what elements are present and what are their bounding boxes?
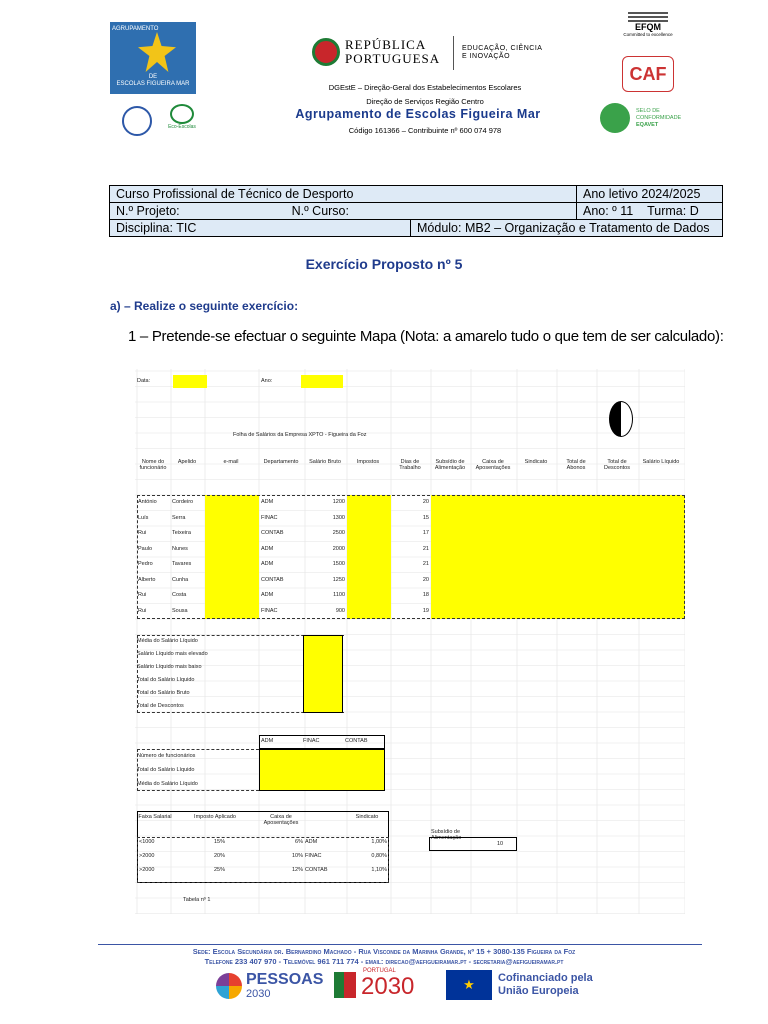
department-cell: ADM xyxy=(261,499,274,505)
footer-sep: - xyxy=(466,957,474,966)
dept-header-border xyxy=(259,735,385,749)
exercise-title: Exercício Proposto nº 5 xyxy=(305,256,463,272)
tax-header: Sindicato xyxy=(355,814,379,820)
department-cell: ADM xyxy=(261,561,274,567)
dept-row-label: Número de funcionários xyxy=(137,753,196,759)
course-info-table xyxy=(109,185,723,237)
subsidio-box xyxy=(429,837,517,851)
gross-salary-cell: 1250 xyxy=(332,576,345,583)
column-header: Impostos xyxy=(356,459,380,465)
column-header: e-mail xyxy=(223,459,239,465)
gross-salary-cell: 1500 xyxy=(332,561,345,567)
employee-last-name: Cordeiro xyxy=(172,499,194,505)
eqavet-line2: CONFORMIDADE xyxy=(636,115,682,121)
star-icon xyxy=(138,32,176,72)
stat-label: Salário Líquido mais elevado xyxy=(137,651,208,657)
gross-salary-cell: 2500 xyxy=(332,530,345,536)
logo-text-mid: DE xyxy=(148,74,158,80)
efqm-bars-icon xyxy=(628,12,668,22)
educacao-line2: E INOVAÇÃO xyxy=(462,53,511,60)
union-dept: ADM xyxy=(305,839,318,845)
column-header: Sindicato xyxy=(524,459,548,465)
cofin-line2: União Europeia xyxy=(498,985,579,997)
stat-label: Total do Salário Líquido xyxy=(137,677,195,683)
caixa-rate: 10% xyxy=(291,853,303,859)
gross-salary-cell: 2000 xyxy=(332,545,345,552)
dgeste-line: DGEstE – Direção-Geral dos Estabelecimentos Escolares xyxy=(328,83,522,92)
footer-address: Sede: Escola Secundária dr. Bernardino Machado - Rua Visconde da Marinha Grande, nº 15 + 3080-135 Figueira da Foz xyxy=(192,947,576,956)
tax-rate: 25% xyxy=(213,867,225,873)
stat-label: Total do Salário Bruto xyxy=(137,690,190,696)
spreadsheet-image xyxy=(135,369,685,914)
eco-escolas-logo: Eco-Escolas xyxy=(165,104,199,130)
republica-line2: PORTUGUESA xyxy=(345,51,441,66)
curso-cell: Curso Profissional de Técnico de Desporto xyxy=(110,186,577,203)
union-rate: 0,80% xyxy=(371,853,387,859)
ano-label-sheet: Ano: xyxy=(261,378,273,384)
employee-first-name: Paulo xyxy=(138,545,153,552)
column-header: Total de Descontos xyxy=(604,459,630,471)
stat-label: Média do Salário Líquido xyxy=(137,638,198,644)
work-days-cell: 21 xyxy=(422,545,429,552)
pessoas-year: 2030 xyxy=(246,988,271,1000)
subsidio-label: Subsídio de Alimentação xyxy=(431,829,462,841)
employee-last-name: Tavares xyxy=(172,561,192,567)
dept-header: CONTAB xyxy=(345,738,368,744)
pessoas-label: PESSOAS xyxy=(246,971,324,988)
work-days-cell: 18 xyxy=(422,592,429,598)
employee-first-name: Rui xyxy=(138,592,147,598)
data-label: Data: xyxy=(137,378,151,384)
dept-row-label: Total do Salário Líquido xyxy=(137,767,195,773)
eu-flag-icon: ★ xyxy=(446,970,492,1000)
tax-bracket: >2000 xyxy=(139,867,155,873)
employee-first-name: Pedro xyxy=(138,561,153,567)
footer-phone: Telefone 233 407 970 - Telemóvel 961 711 774 - email: xyxy=(204,957,386,966)
employee-last-name: Teixeira xyxy=(172,530,191,536)
sheet-title: Folha de Salários da Empresa XPTO - Figueira da Foz xyxy=(233,432,367,438)
eqavet-check-icon xyxy=(600,103,630,133)
ano-letivo-cell: Ano letivo 2024/2025 xyxy=(577,186,723,203)
footer-rule xyxy=(98,944,702,945)
work-days-cell: 17 xyxy=(422,530,429,536)
ano-turma-cell xyxy=(577,203,723,220)
tax-header: Imposto Aplicado xyxy=(194,814,236,820)
modulo-cell: Módulo: MB2 – Organização e Tratamento de Dados xyxy=(411,220,723,237)
employee-last-name: Sousa xyxy=(172,607,188,614)
direcao-line: Direção de Serviços Região Centro xyxy=(366,97,484,106)
caixa-rate: 12% xyxy=(291,867,303,873)
stats-yellow-cells[interactable] xyxy=(303,635,343,713)
direcao-email-link[interactable]: direcao@aefigueiramar.pt xyxy=(385,957,467,966)
work-days-cell: 20 xyxy=(422,499,429,505)
subsidio-value: 10 xyxy=(497,841,504,847)
caixa-rate: 6% xyxy=(295,839,303,845)
employee-last-name: Costa xyxy=(172,592,187,598)
table-border xyxy=(137,495,685,619)
logo-text-top: AGRUPAMENTO xyxy=(112,26,159,32)
tax-rate: 15% xyxy=(213,839,225,845)
column-header: Apelido xyxy=(177,459,197,465)
dept-header: FINAC xyxy=(303,738,320,744)
employee-last-name: Nunes xyxy=(172,545,188,552)
exercise-instruction: 1 – Pretende-se efectuar o seguinte Mapa (Nota: a amarelo tudo o que tem de ser calculado): xyxy=(128,328,724,345)
caf-logo: CAF xyxy=(622,56,674,92)
tax-rate: 20% xyxy=(213,853,225,859)
union-dept: FINAC xyxy=(305,853,322,859)
tax-header: Faixa Salarial xyxy=(138,814,172,820)
ano-input-cell[interactable] xyxy=(301,375,343,388)
column-header: Caixa de Aposentações xyxy=(475,459,511,471)
department-cell: CONTAB xyxy=(261,576,284,583)
gross-salary-cell: 1100 xyxy=(333,592,345,598)
union-dept: CONTAB xyxy=(305,867,328,873)
pessoas-logo-icon xyxy=(216,973,242,999)
portugal-year: 2030 xyxy=(361,973,415,1000)
dept-yellow-cells[interactable] xyxy=(259,749,385,791)
logo-text-bottom: ESCOLAS FIGUEIRA MAR xyxy=(116,81,190,87)
yin-yang-icon xyxy=(609,401,633,437)
gross-salary-cell: 1300 xyxy=(332,514,345,521)
tax-header: Caixa de Aposentações xyxy=(263,814,299,826)
employee-last-name: Cunha xyxy=(172,576,189,583)
work-days-cell: 15 xyxy=(422,514,429,521)
tax-body-border xyxy=(137,837,389,883)
cofin-line1: Cofinanciado pela xyxy=(498,972,593,984)
department-cell: FINAC xyxy=(261,514,278,521)
secretaria-email-link[interactable]: secretaria@aefigueiramar.pt xyxy=(473,957,564,966)
school-logo xyxy=(110,22,196,94)
projeto-label: N.º Projeto: xyxy=(116,204,180,218)
employee-first-name: António xyxy=(138,499,157,505)
column-header: Nome do funcionário xyxy=(139,459,167,471)
gross-salary-cell: 1200 xyxy=(332,499,345,505)
union-rate: 1,10% xyxy=(371,867,387,873)
efqm-logo: EFQM Committed to excellence xyxy=(620,12,676,37)
data-input-cell[interactable] xyxy=(173,375,207,388)
dept-border xyxy=(137,749,259,791)
projeto-cell xyxy=(110,203,577,220)
codigo-line: Código 161366 – Contribuinte nº 600 074 978 xyxy=(348,126,502,135)
stat-label: Total de Descontos xyxy=(137,703,184,709)
department-cell: ADM xyxy=(261,545,274,552)
dept-header: ADM xyxy=(261,738,274,744)
dept-row-label: Média do Salário Líquido xyxy=(137,781,198,787)
footer-contacts xyxy=(0,957,768,966)
turma-label: Turma: D xyxy=(647,204,699,218)
eqavet-line3: EQAVET xyxy=(636,122,659,128)
employee-first-name: Alberto xyxy=(138,576,156,583)
work-days-cell: 20 xyxy=(422,576,429,583)
department-cell: CONTAB xyxy=(261,530,284,536)
ano-label: Ano: º 11 xyxy=(583,204,634,218)
eco-flag-icon xyxy=(170,104,194,124)
employee-last-name: Serra xyxy=(172,514,186,521)
employee-first-name: Rui xyxy=(138,607,147,614)
column-header: Dias de Trabalho xyxy=(399,459,421,471)
eqavet-line1: SELO DE xyxy=(636,108,660,114)
tax-bracket: <1000 xyxy=(139,839,155,845)
header-divider xyxy=(453,36,454,70)
work-days-cell: 21 xyxy=(422,561,429,567)
column-header: Total de Abonos xyxy=(566,459,586,471)
stat-label: Salário Líquido mais baixo xyxy=(137,664,202,670)
column-header: Salário Líquido xyxy=(642,459,680,465)
agrupamento-title: Agrupamento de Escolas Figueira Mar xyxy=(295,107,541,121)
shield-logo-icon xyxy=(122,106,152,136)
portugal-coat-of-arms-icon xyxy=(312,38,340,66)
n-curso-label: N.º Curso: xyxy=(291,204,349,218)
portugal-label: PORTUGAL xyxy=(363,968,396,974)
employee-first-name: Luís xyxy=(138,514,149,521)
gross-salary-cell: 900 xyxy=(335,607,345,614)
department-cell: ADM xyxy=(261,592,274,598)
column-header: Salário Bruto xyxy=(309,459,341,465)
tax-bracket: >2000 xyxy=(139,853,155,859)
column-header: Subsídio de Alimentação xyxy=(434,459,466,471)
exercise-subtitle: a) – Realize o seguinte exercício: xyxy=(110,299,299,313)
department-cell: FINAC xyxy=(261,607,278,614)
portugal-flag-icon xyxy=(334,972,356,998)
educacao-line1: EDUCAÇÃO, CIÊNCIA xyxy=(462,45,543,52)
disciplina-cell: Disciplina: TIC xyxy=(110,220,411,237)
tabela-label: Tabela nº 1 xyxy=(183,897,211,903)
republica-line1: REPÚBLICA xyxy=(345,37,427,52)
union-rate: 1,00% xyxy=(371,839,387,845)
column-header: Departamento xyxy=(263,459,299,465)
employee-first-name: Rui xyxy=(138,530,147,536)
work-days-cell: 19 xyxy=(422,607,429,614)
